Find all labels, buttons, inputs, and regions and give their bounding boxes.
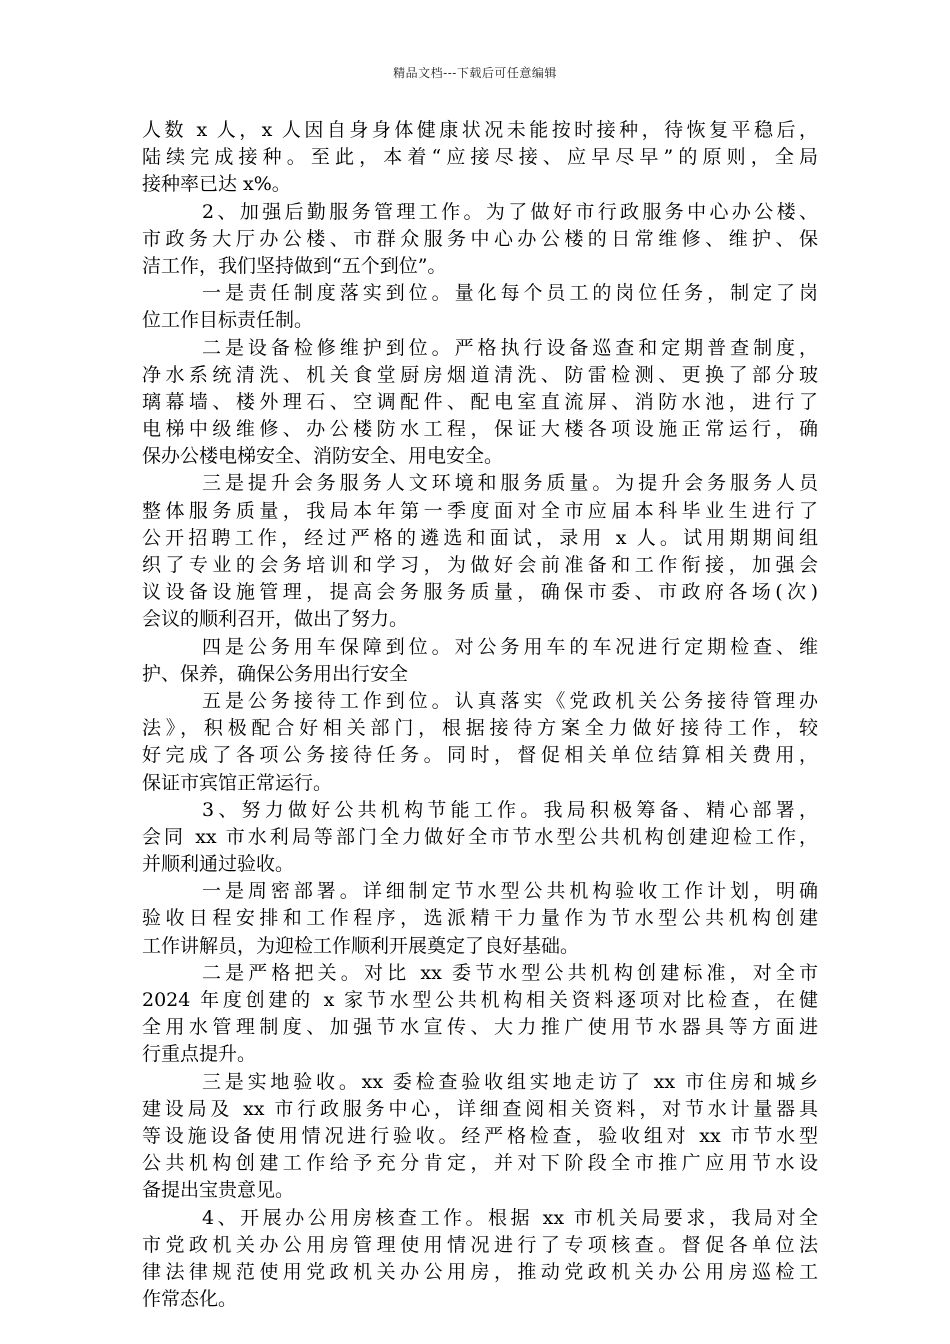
text-line: 护、保养，确保公务用出行安全 — [142, 662, 409, 685]
text-line: 作常态化。 — [142, 1288, 238, 1311]
text-line: 一是周密部署。详细制定节水型公共机构验收工作计划，明确 — [202, 880, 818, 903]
paragraph — [142, 335, 818, 471]
text-line: 备提出宝贵意见。 — [142, 1179, 295, 1202]
text-line: 行重点提升。 — [142, 1043, 257, 1066]
text-line: 一是责任制度落实到位。量化每个员工的岗位任务，制定了岗 — [202, 282, 818, 305]
text-line: 2024 年度创建的 x 家节水型公共机构相关资料逐项对比检查，在健 — [142, 989, 818, 1011]
paragraph — [142, 634, 818, 688]
text-line: 律法律规范使用党政机关办公用房，推动党政机关办公用房巡检工 — [142, 1260, 818, 1283]
text-line: 市党政机关办公用房管理使用情况进行了专项核查。督促各单位法 — [142, 1233, 818, 1256]
text-line: 好完成了各项公务接待任务。同时，督促相关单位结算相关费用， — [142, 744, 818, 767]
text-line: 人数 x 人，x 人因自身身体健康状况未能按时接种，待恢复平稳后， — [142, 119, 818, 141]
paragraph — [142, 470, 818, 633]
paragraph — [142, 878, 818, 960]
text-line: 五是公务接待工作到位。认真落实《党政机关公务接待管理办 — [202, 689, 818, 712]
paragraph — [142, 960, 818, 1069]
paragraph — [142, 797, 818, 879]
text-line: 4、开展办公用房核查工作。根据 xx 市机关局要求，我局对全 — [202, 1206, 818, 1229]
text-line: 净水系统清洗、机关食堂厨房烟道清洗、防雷检测、更换了部分玻 — [142, 363, 818, 386]
text-line: 会议的顺利召开，做出了努力。 — [142, 608, 409, 631]
paragraph — [142, 688, 818, 797]
text-line: 法》，积极配合好相关部门，根据接待方案全力做好接待工作，较 — [142, 717, 818, 740]
text-line: 璃幕墙、楼外理石、空调配件、配电室直流屏、消防水池，进行了 — [142, 390, 818, 413]
text-line: 三是实地验收。xx 委检查验收组实地走访了 xx 市住房和城乡 — [202, 1070, 818, 1093]
text-line: 洁工作，我们坚持做到“五个到位”。 — [142, 254, 447, 277]
paragraph — [142, 1069, 818, 1205]
text-line: 全用水管理制度、加强节水宣传、大力推广使用节水器具等方面进 — [142, 1016, 818, 1039]
text-line: 保办公楼电梯安全、消防安全、用电安全。 — [142, 445, 504, 468]
text-line: 公共机构创建工作给予充分肯定，并对下阶段全市推广应用节水设 — [142, 1152, 818, 1175]
page-header: 精品文档---下载后可任意编辑 — [393, 66, 557, 80]
text-line: 验收日程安排和工作程序，选派精干力量作为节水型公共机构创建 — [142, 907, 818, 930]
text-line: 织了专业的会务培训和学习，为做好会前准备和工作衔接，加强会 — [142, 554, 818, 576]
text-line: 并顺利通过验收。 — [142, 853, 295, 876]
text-line: 建设局及 xx 市行政服务中心，详细查阅相关资料，对节水计量器具 — [142, 1097, 818, 1120]
text-line: 公开招聘工作，经过严格的遴选和面试，录用 x 人。试用期期间组 — [142, 526, 818, 549]
text-line: 议设备设施管理，提高会务服务质量，确保市委、市政府各场(次) — [142, 581, 818, 604]
text-line: 等设施设备使用情况进行验收。经严格检查，验收组对 xx 市节水型 — [142, 1124, 818, 1147]
text-line: 二是严格把关。对比 xx 委节水型公共机构创建标准，对全市 — [202, 961, 818, 984]
text-line: 电梯中级维修、办公楼防水工程，保证大楼各项设施正常运行，确 — [142, 418, 818, 441]
text-line: 工作讲解员，为迎检工作顺利开展奠定了良好基础。 — [142, 934, 580, 957]
text-line: 四是公务用车保障到位。对公务用车的车况进行定期检查、维 — [202, 635, 818, 658]
text-line: 3、努力做好公共机构节能工作。我局积极筹备、精心部署， — [202, 798, 818, 821]
paragraph — [142, 280, 818, 334]
text-line: 陆续完成接种。至此，本着“应接尽接、应早尽早”的原则，全局 — [142, 146, 818, 169]
text-line: 市政务大厅办公楼、市群众服务中心办公楼的日常维修、维护、保 — [142, 227, 818, 250]
text-line: 二是设备检修维护到位。严格执行设备巡查和定期普查制度， — [202, 336, 818, 359]
paragraph — [142, 117, 818, 199]
text-line: 接种率已达 x%。 — [142, 173, 291, 196]
text-line: 整体服务质量，我局本年第一季度面对全市应届本科毕业生进行了 — [142, 499, 818, 522]
text-line: 会同 xx 市水利局等部门全力做好全市节水型公共机构创建迎检工作， — [142, 825, 818, 848]
text-line: 位工作目标责任制。 — [142, 309, 314, 332]
text-line: 三是提升会务服务人文环境和服务质量。为提升会务服务人员 — [202, 472, 818, 495]
text-line: 保证市宾馆正常运行。 — [142, 771, 333, 794]
paragraph — [142, 199, 818, 281]
text-line: 2、加强后勤服务管理工作。为了做好市行政服务中心办公楼、 — [202, 200, 818, 223]
document-body — [142, 117, 818, 1313]
paragraph — [142, 1205, 818, 1314]
